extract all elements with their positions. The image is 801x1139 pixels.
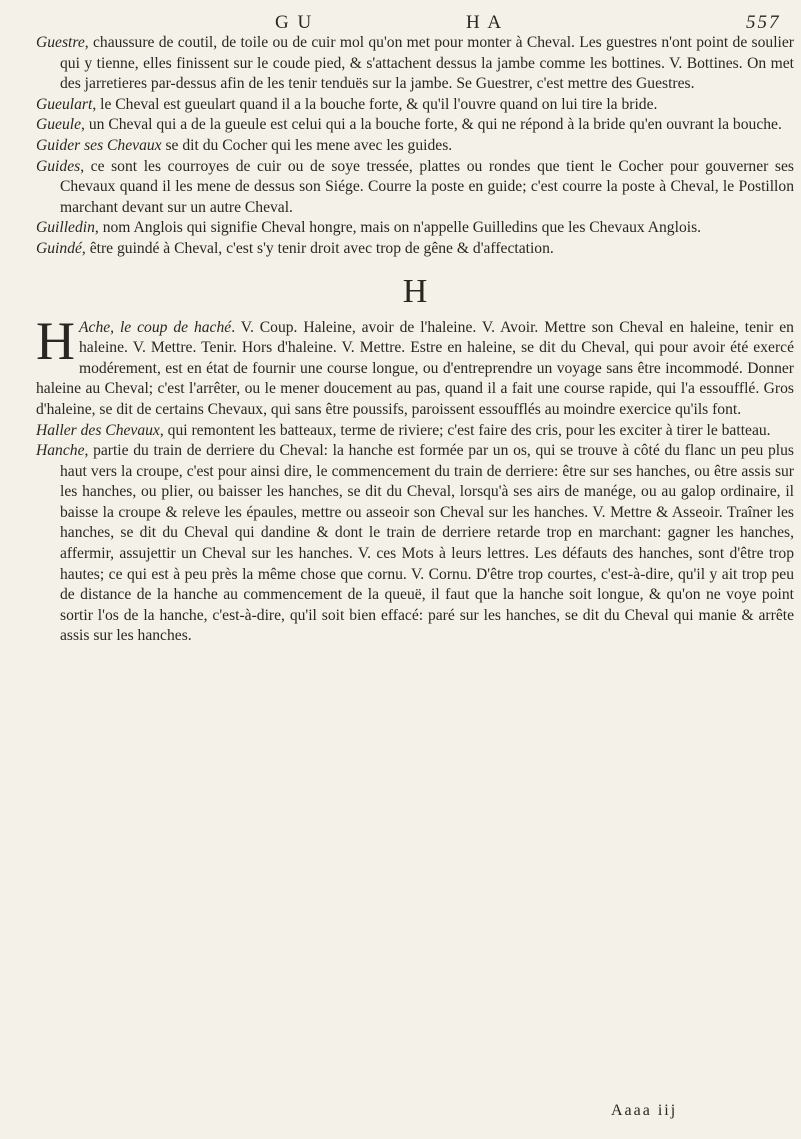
header-left: G U [275,12,314,33]
headword: Ache, le coup de haché [79,318,232,336]
entry-text: , chaussure de coutil, de toile ou de cuir mol qu'on met pour monter à Cheval. Les guestres n'ont point de soulier qui y tienne, elles finissent sur le coude pied, & s'attachent dessus la jambe comme les bottines. V. Bottines. On met des jarretieres par-dessus afin de les tenir tenduës sur la jambe. Se Guestrer, c'est mettre des Guestres. [60,34,794,93]
headword: Gueulart [36,95,93,113]
entry-guides [36,157,794,219]
entry-guinde [36,239,794,260]
entry-hache [36,310,794,421]
entry-text: , nom Anglois qui signifie Cheval hongre, mais on n'appelle Guilledins que les Chevaux Anglois. [94,219,702,237]
entry-text: , le Cheval est gueulart quand il a la bouche forte, & qu'il l'ouvre quand on lui tire la bride. [92,95,658,113]
entry-guilledin [36,218,794,239]
page-number: 557 [746,12,781,33]
entry-haller [36,421,794,442]
entry-hanche [36,441,794,647]
text-column [36,33,794,647]
headword: Guilledin [36,219,95,237]
entry-text: , ce sont les courroyes de cuir ou de soye tressée, plattes ou rondes que tient le Cocher pour gouverner ses Chevaux quand il les mene de dessus son Siége. Courre la poste en guide; c'est courre la poste à Cheval, le Postillon marchant devant sur un autre Cheval. [60,157,794,216]
headword: Haller des Chevaux [36,421,160,439]
headword: Guindé [36,239,82,257]
headword: Gueule [36,116,82,134]
header-center: H A [466,12,504,33]
entry-text: . V. Coup. Haleine, avoir de l'haleine. V. Avoir. Mettre son Cheval en haleine, tenir en haleine. V. Mettre. Tenir. Hors d'haleine. V. Mettre. Estre en haleine, se dit du Cheval, qui pour avoir été exercé modérement, est en état de fournir une course longue, ou d'entreprendre un voyage sans être incommodé. Donner haleine au Cheval; c'est l'arrêter, ou le mener doucement au pas, quand il a fait une course rapide, qui l'a essoufflé. Gros d'haleine, se dit de certains Chevaux, qui sans être poussifs, paroissent essoufflés au moindre exercice qu'ils font. [36,318,794,418]
entry-text: , qui remontent les batteaux, terme de riviere; c'est faire des cris, pour les exciter à tirer le batteau. [159,421,771,439]
section-heading-h: H [402,272,428,310]
drop-cap: H [36,310,75,371]
running-header [0,12,801,34]
headword: Guider ses Chevaux [36,136,162,154]
headword: Guides [36,157,81,175]
entry-text: , un Cheval qui a de la gueule est celui qui a la bouche forte, & qui ne répond à la bride qu'en ouvrant la bouche. [81,116,782,134]
entry-guider [36,136,794,157]
entry-guestre [36,33,794,95]
entry-gueule [36,115,794,136]
entry-text: se dit du Cocher qui les mene avec les guides. [161,136,453,154]
entry-text: , être guindé à Cheval, c'est s'y tenir droit avec trop de gêne & d'affectation. [81,239,554,257]
headword: Guestre [36,34,85,51]
signature-mark: Aaaa iij [611,1102,678,1119]
entry-text: , partie du train de derriere du Cheval: la hanche est formée par un os, qui se trouve à côté du flanc un peu plus haut vers la croupe, c'est pour ainsi dire, le commencement du train de derriere: être sur ses hanches, ou être assis sur les hanches, ou plier, ou baisser les hanches, se dit du Cheval, lorsqu'à ses airs de manége, ou au galop ordinaire, il baisse la croupe & releve les épaules, mettre ou asseoir son Cheval sur les hanches. V. Mettre & Asseoir. Traîner les hanches, se dit du Cheval qui dandine & dont le train de derriere retarde trop en marchant: gagner les hanches, affermir, assujettir un Cheval sur les hanches. V. ces Mots à leurs lettres. Les défauts des hanches, sont d'être trop hautes; ce qui est à peu près la même chose que cornu. V. Cornu. D'être trop courtes, c'est-à-dire, qu'il y ait trop peu de distance de la hanche au commencement de la queuë, il faut que la hanche soit longue, & qu'on ne voye point sortir l'os de la hanche, c'est-à-dire, qu'il soit bien effacé: paré sur les hanches, se dit du Cheval qui manie & arrête assis sur les hanches. [60,442,794,645]
headword: Hanche [36,442,85,460]
entry-gueulart [36,95,794,116]
